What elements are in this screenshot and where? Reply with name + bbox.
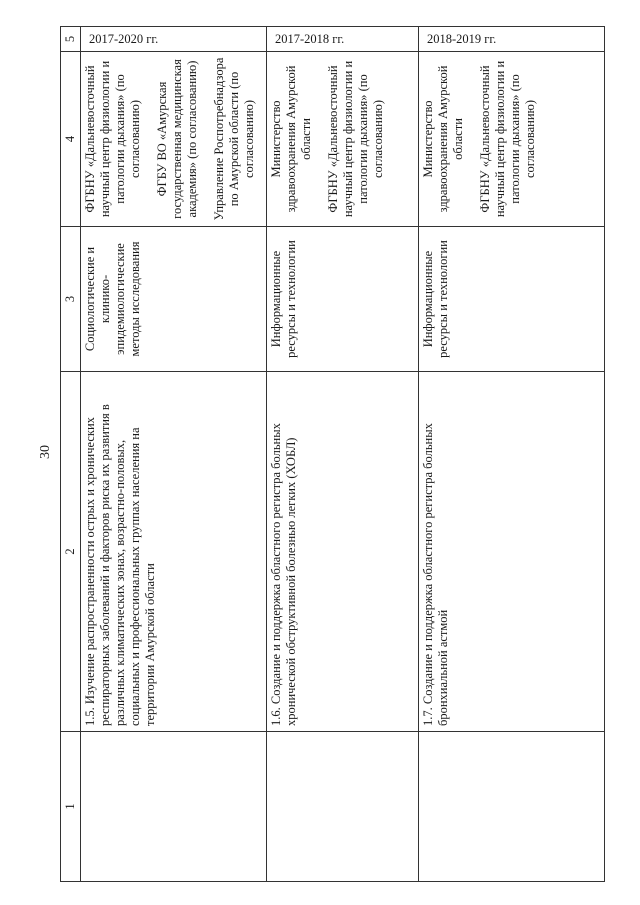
page-number: 30 xyxy=(38,445,53,459)
responsible-entry: ФГБНУ «Дальневосточный научный центр физиологии и патологии дыхания» (по согласованию) xyxy=(83,60,142,218)
responsible-cell xyxy=(81,52,267,227)
rotated-table-container xyxy=(60,27,605,882)
table-row xyxy=(418,27,604,882)
measure-name-cell: 1.5. Изучение распространенности острых и хронических респираторных заболеваний и факторов риска их развития в различных климатических зонах, возрастно-половых, социальных и профессиональных группах населения на территории Амурской области xyxy=(81,372,267,732)
measure-name-cell: 1.7. Создание и поддержка областного регистра больных бронхиальной астмой xyxy=(418,372,604,732)
method-cell: Информационные ресурсы и технологии xyxy=(418,227,604,372)
responsible-entry: ФГБНУ «Дальневосточный научный центр физиологии и патологии дыхания» (по согласованию) xyxy=(477,60,537,218)
column-header: 5 xyxy=(61,27,81,52)
term-cell xyxy=(267,27,418,52)
responsible-entry: Министерство здравоохранения Амурской области xyxy=(269,65,314,213)
row-number-cell xyxy=(267,732,418,882)
responsible-cell xyxy=(418,52,604,227)
column-header: 4 xyxy=(61,52,81,227)
term-text: 2018-2019 гг. xyxy=(426,32,496,46)
term-text: 2017-2020 гг. xyxy=(89,32,159,46)
table-row xyxy=(81,27,267,882)
term-cell xyxy=(418,27,604,52)
term-text: 2017-2018 гг. xyxy=(275,32,345,46)
responsible-entry: Управление Роспотребнадзора по Амурской области (по согласованию) xyxy=(212,57,256,221)
measures-table xyxy=(60,26,605,882)
responsible-cell xyxy=(267,52,418,227)
responsible-entry: ФГБНУ «Дальневосточный научный центр физиологии и патологии дыхания» (по согласованию) xyxy=(326,60,386,218)
responsible-entry: Министерство здравоохранения Амурской области xyxy=(420,65,465,213)
column-header: 1 xyxy=(61,732,81,882)
term-cell xyxy=(81,27,267,52)
responsible-entry: ФГБУ ВО «Амурская государственная медицинская академия» (по согласованию) xyxy=(155,59,199,219)
column-header: 2 xyxy=(61,372,81,732)
method-cell: Социологические и клинико-эпидемиологические методы исследования xyxy=(81,227,267,372)
method-cell: Информационные ресурсы и технологии xyxy=(267,227,418,372)
row-number-cell xyxy=(81,732,267,882)
column-header: 3 xyxy=(61,227,81,372)
row-number-cell xyxy=(418,732,604,882)
measure-name-cell: 1.6. Создание и поддержка областного регистра больных хронической обструктивной болезнью легких (ХОБЛ) xyxy=(267,372,418,732)
table-header-row xyxy=(61,27,81,882)
table-row xyxy=(267,27,418,882)
